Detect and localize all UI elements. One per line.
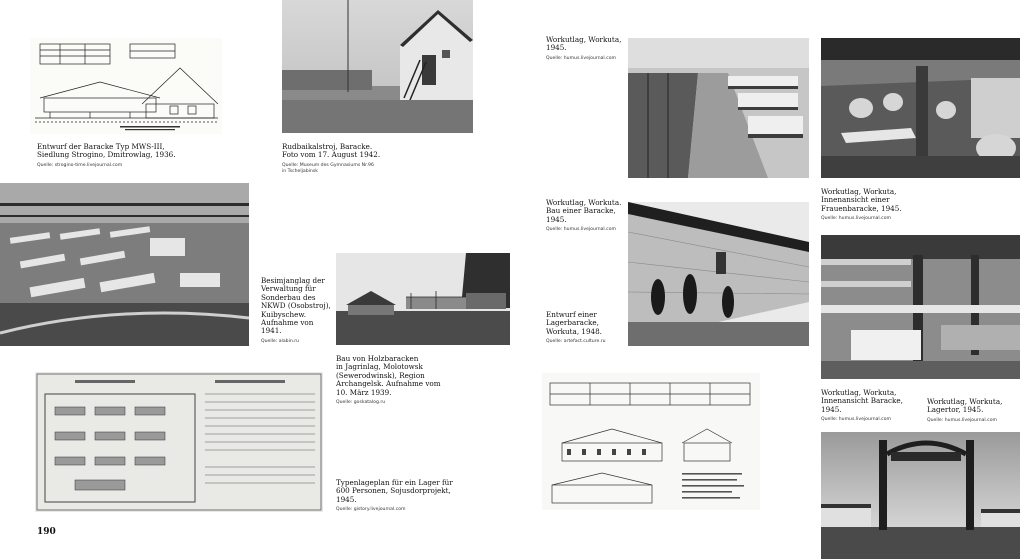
caption-source: Quelle: humus.livejournal.com: [546, 55, 616, 61]
caption-title: Besimjanglag der Verwaltung für Sonderbau des NKWD (Osobstroj), Kuibyschew. Aufnahme von 1941.: [261, 276, 331, 336]
caption-source: Quelle: alabin.ru: [261, 338, 300, 344]
caption-title: Workutlag, Workuta, 1945.: [546, 35, 622, 53]
wooden-barracks-construction-photo: [336, 253, 510, 345]
barrack-photo-1942: [282, 0, 473, 133]
aerial-camp-photo: [0, 183, 249, 346]
caption-title: Typenlageplan für ein Lager für 600 Personen, Sojusdorprojekt, 1945.: [336, 478, 453, 504]
caption-source: Quelle: humus.livejournal.com: [821, 417, 891, 423]
caption-title: Bau von Holzbaracken in Jagrinlag, Molotowsk (Sewerodwinsk), Region Archangelsk. Aufnahme vom 10. März 1939.: [336, 354, 441, 397]
caption-rudbaikalstroj: [282, 143, 472, 175]
caption-title: Workutlag, Workuta, Innenansicht Baracke, 1945.: [821, 388, 903, 414]
caption-source: Quelle: artefact.culture.ru: [546, 339, 606, 345]
caption-womens-barrack: [821, 188, 1011, 222]
womens-barrack-interior-photo: [821, 38, 1020, 178]
barrack-interior-photo: [821, 235, 1020, 379]
barrack-construction-photo: [628, 202, 809, 346]
caption-workuta-1945: [546, 36, 624, 62]
caption-workuta-construction: [546, 199, 626, 233]
caption-source: Quelle: goskatalog.ru: [336, 400, 386, 406]
camp-gate-photo: [821, 432, 1020, 559]
page-number: 190: [37, 527, 56, 537]
caption-site-plan: [336, 479, 526, 513]
caption-jagrinlag: [336, 355, 516, 406]
caption-title: Rudbaikalstroj, Baracke. Foto vom 17. August 1942.: [282, 142, 381, 160]
caption-workuta-design: [546, 311, 626, 345]
caption-source: Quelle: Museum des Gymnasiums Nr.96 in Tscheljabinsk: [282, 162, 374, 174]
workuta-camp-photo: [628, 38, 809, 178]
caption-source: Quelle: humus.livejournal.com: [546, 227, 616, 233]
caption-besimjanglag: [261, 277, 336, 345]
caption-title: Entwurf einer Lagerbaracke, Workuta, 1948.: [546, 310, 602, 336]
caption-title: Workutlag, Workuta, Innenansicht einer Frauenbaracke, 1945.: [821, 187, 902, 213]
caption-title: Workutlag, Workuta. Bau einer Baracke, 1945.: [546, 198, 622, 224]
caption-title: Workutlag, Workuta, Lagertor, 1945.: [927, 397, 1003, 415]
caption-title: Entwurf der Baracke Typ MWS-III, Siedlung Strogino, Dmitrowlag, 1936.: [37, 142, 176, 160]
caption-source: Quelle: humus.livejournal.com: [821, 216, 891, 222]
caption-source: Quelle: humus.livejournal.com: [927, 417, 997, 423]
caption-source: Quelle: strogino-time.livejournal.com: [37, 162, 123, 168]
barrack-section-drawing: [30, 38, 222, 134]
caption-source: Quelle: gistory.livejournal.com: [336, 507, 406, 513]
caption-barrack-type: [37, 143, 227, 169]
caption-camp-gate: [927, 398, 1017, 424]
barrack-design-drawing: [542, 373, 760, 510]
caption-barrack-interior: [821, 389, 921, 423]
camp-site-plan-drawing: [35, 372, 323, 512]
